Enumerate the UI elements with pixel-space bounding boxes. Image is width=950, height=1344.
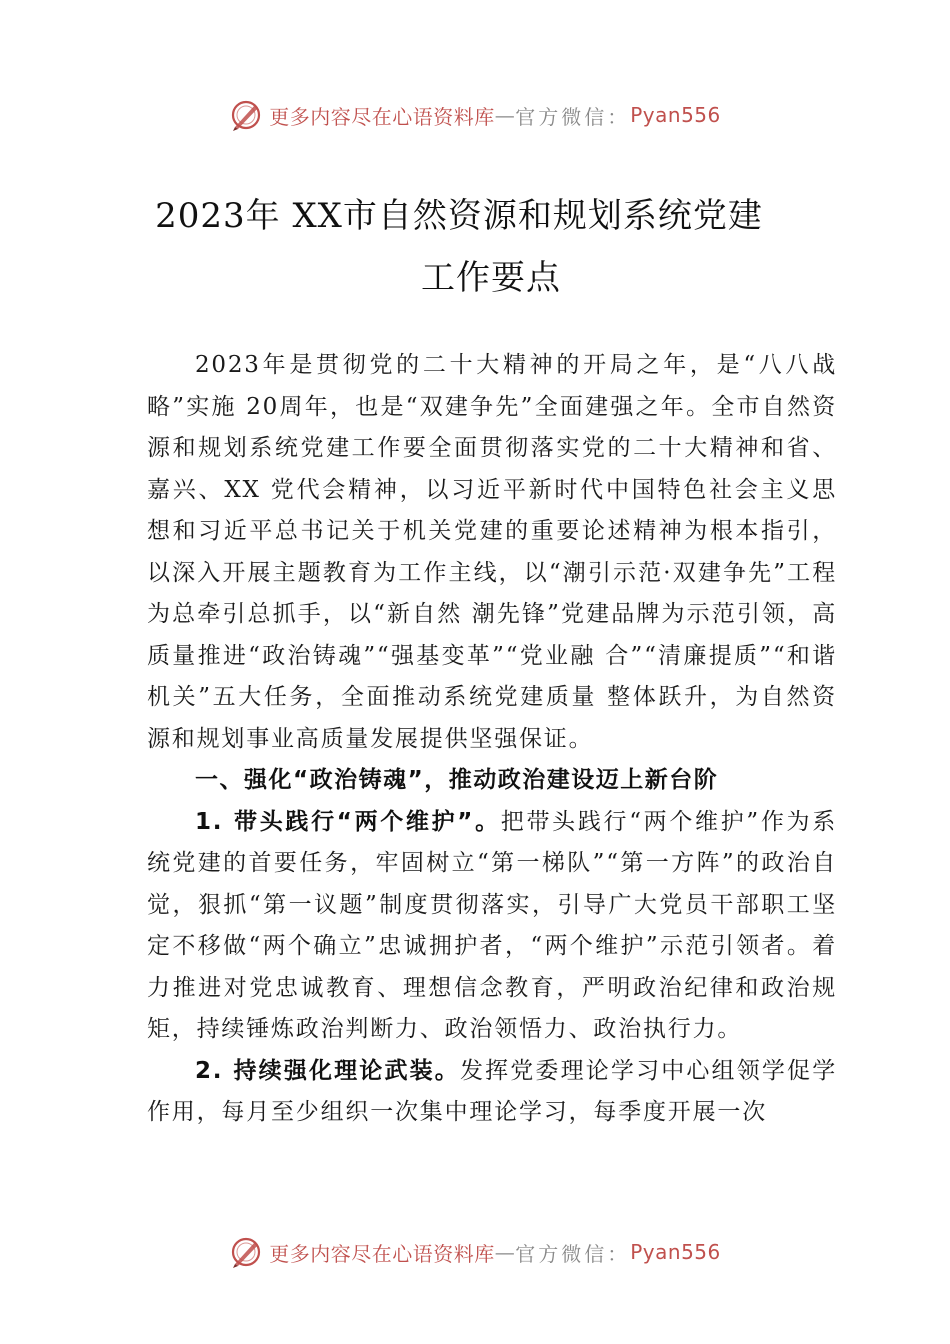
document-title-line1: 2023年 XX市自然资源和规划系统党建 xyxy=(155,196,763,236)
item-1-paragraph xyxy=(147,802,837,1051)
watermark-footer xyxy=(0,1232,950,1272)
watermark-id: Pyan556 xyxy=(630,1240,721,1264)
watermark-id: Pyan556 xyxy=(630,103,721,127)
watermark-text: 更多内容尽在心语资料库 xyxy=(269,104,495,129)
pen-logo-icon xyxy=(229,98,263,132)
watermark-text: 更多内容尽在心语资料库 xyxy=(269,1241,495,1266)
intro-paragraph: 2023年是贯彻党的二十大精神的开局之年，是“八八战略”实施 20周年，也是“双建争先”全面建强之年。全市自然资源和规划系统党建工作要全面贯彻落实党的二十大精神和省、嘉兴、XX 党代会精神，以习近平新时代中国特色社会主义思想和习近平总书记关于机关党建的重要论述精神为根本指引，以深入开展主题教育为工作主线，以“潮引示范·双建争先”工程为总牵引总抓手，以“新自然 潮先锋”党建品牌为示范引领，高质量推进“政治铸魂”“强基变革”“党业融 合”“清廉提质”“和谐机关”五大任务，全面推动系统党建质量 整体跃升，为自然资源和规划事业高质量发展提供坚强保证。 xyxy=(147,352,837,752)
watermark-label: 官方微信： xyxy=(515,104,631,129)
item-2-paragraph xyxy=(147,1051,837,1134)
document-title-line2: 工作要点 xyxy=(421,258,561,298)
watermark-label: 官方微信： xyxy=(515,1241,631,1266)
item-2-body: 发挥党委理论学习中心组领学促学作用，每月至少组织一次集中理论学习，每季度开展一次 xyxy=(147,1057,837,1125)
document-body xyxy=(147,345,837,1134)
section-heading-1: 一、强化“政治铸魂”，推动政治建设迈上新台阶 xyxy=(195,767,719,793)
watermark-separator: — xyxy=(494,1240,516,1264)
item-1-body: 把带头践行“两个维护”作为系统党建的首要任务，牢固树立“第一梯队”“第一方阵”的政治自觉，狠抓“第一议题”制度贯彻落实，引导广大党员干部职工坚定不移做“两个确立”忠诚拥护者，“两个维护”示范引领者。着力推进对党忠诚教育、理想信念教育，严明政治纪律和政治规矩，持续锤炼政治判断力、政治领悟力、政治执行力。 xyxy=(147,808,838,1042)
item-2-lead: 2. 持续强化理论武装。 xyxy=(195,1057,460,1084)
watermark-separator: — xyxy=(494,103,516,127)
watermark-header xyxy=(0,95,950,135)
item-1-lead: 1. 带头践行“两个维护”。 xyxy=(195,808,501,835)
pen-logo-icon xyxy=(229,1235,263,1269)
